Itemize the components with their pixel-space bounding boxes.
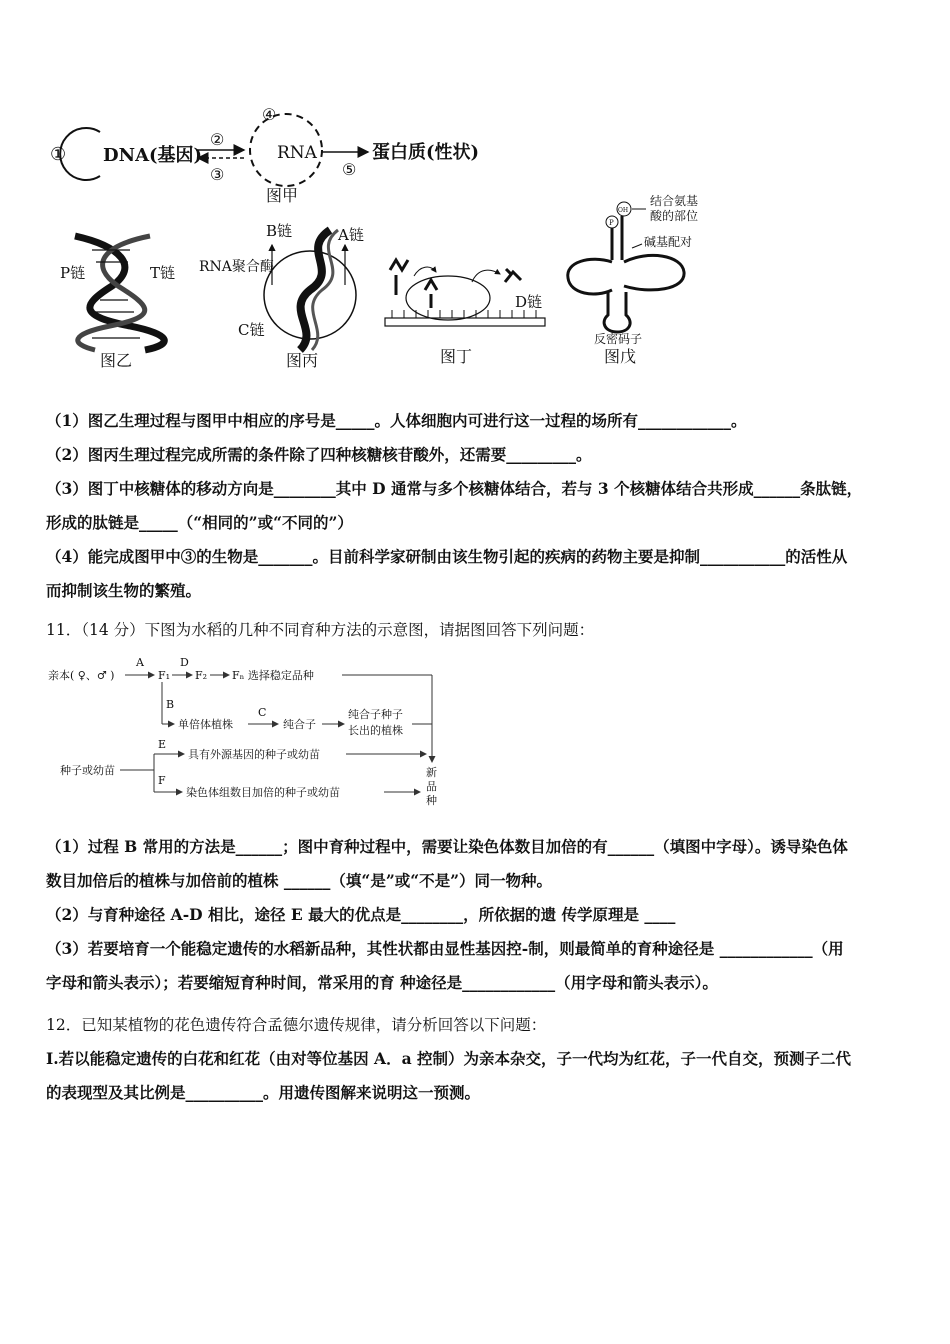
label-circle-5: ⑤ <box>342 160 357 179</box>
q12-title: 12．已知某植物的花色遗传符合孟德尔遗传规律，请分析回答以下问题： <box>46 1016 547 1034</box>
q10-block <box>46 404 908 608</box>
label-f: F <box>158 774 166 787</box>
label-e: E <box>158 738 167 751</box>
label-c: C <box>258 706 267 719</box>
left-loop <box>568 259 612 294</box>
figure-yi <box>60 236 175 370</box>
trna-center <box>425 280 437 308</box>
trna-left <box>390 260 408 295</box>
q10-line-4: 形成的肽链是_____（“相同的”或“不同的”） <box>46 513 353 532</box>
label-circle-2: ② <box>210 130 225 149</box>
q10-line-2: （2）图丙生理过程完成所需的条件除了四种核糖核苷酸外，还需要_________。 <box>46 445 592 464</box>
q10-line-6: 而抑制该生物的繁殖。 <box>46 581 202 600</box>
q12-block <box>46 1008 908 1110</box>
mrna-strand <box>385 318 545 326</box>
q12-line-2: 的表现型及其比例是__________。用遗传图解来说明这一预测。 <box>46 1083 481 1102</box>
caption-wu: 图戊 <box>604 347 637 366</box>
caption-jia: 图甲 <box>266 186 299 205</box>
figure-jia <box>50 105 479 205</box>
q11-title <box>46 613 908 647</box>
q11-line-1: （1）过程 B 常用的方法是______；图中育种过程中，需要让染色体数目加倍的有______（填图中字母）。诱导染色体 <box>46 837 848 856</box>
label-rna: RNA <box>277 143 317 163</box>
q10-line-1: （1）图乙生理过程与图甲中相应的序号是_____。人体细胞内可进行这一过程的场所有____________。 <box>46 411 747 430</box>
label-anticodon: 反密码子 <box>594 332 643 346</box>
label-p-chain: P链 <box>60 264 86 282</box>
label-a-chain: A链 <box>338 226 364 244</box>
figure-group-jia-to-wu <box>0 0 950 390</box>
label-fn: Fₙ 选择稳定品种 <box>232 669 314 682</box>
label-a: A <box>136 656 144 669</box>
trna-leaving-arrow <box>472 270 500 282</box>
label-pure-seed-1: 纯合子种子 <box>348 708 403 721</box>
trna-right <box>505 269 521 282</box>
figure-bing <box>199 222 364 370</box>
caption-ding: 图丁 <box>440 347 473 366</box>
label-new-3: 种 <box>426 794 437 807</box>
q11-title-text: 11．（14 分）下图为水稻的几种不同育种方法的示意图，请据图回答下列问题： <box>46 621 595 639</box>
ribosome <box>406 276 490 320</box>
q11-line-2: 数目加倍后的植株与加倍前的植株 ______（填“是”或“不是”）同一物种。 <box>46 871 553 890</box>
label-b-chain: B链 <box>266 222 293 240</box>
label-dna: DNA(基因) <box>103 145 203 166</box>
label-aa-site-1: 结合氨基 <box>650 194 699 208</box>
label-oh: OH <box>618 207 629 214</box>
label-protein: 蛋白质(性状) <box>372 142 480 163</box>
label-c-chain: C链 <box>238 321 265 339</box>
figure-ding <box>385 260 545 366</box>
breeding-diagram <box>0 650 950 820</box>
label-p: P <box>609 219 614 227</box>
q11-line-3: （2）与育种途径 A-D 相比，途径 E 最大的优点是________，所依据的遗 传学原理是 ____ <box>46 905 676 924</box>
label-aa-site-2: 酸的部位 <box>650 209 699 223</box>
right-loop <box>624 255 684 290</box>
label-pure: 纯合子 <box>283 718 316 731</box>
label-haploid: 单倍体植株 <box>178 718 233 731</box>
label-b: B <box>166 698 175 711</box>
caption-yi: 图乙 <box>100 351 133 370</box>
q10-line-5: （4）能完成图甲中③的生物是_______。目前科学家研制由该生物引起的疾病的药物主要是抑制___________的活性从 <box>46 547 848 566</box>
label-foreign: 具有外源基因的种子或幼苗 <box>188 748 320 761</box>
trna-entering-arrow <box>414 267 436 276</box>
label-circle-4: ④ <box>262 105 277 124</box>
figure-wu <box>568 193 698 366</box>
label-f1: F₁ <box>158 669 171 682</box>
label-rna-polymerase: RNA聚合酶 <box>199 259 274 275</box>
dna-helix-bing <box>300 230 330 350</box>
label-parent: 亲本( ♀、♂ ) <box>48 669 115 682</box>
label-f2: F₂ <box>195 669 208 682</box>
q12-line-1: I.若以能稳定遗传的白花和红花（由对等位基因 A．a 控制）为亲本杂交，子一代均为红花，子一代自交，预测子二代 <box>46 1049 852 1068</box>
label-new-2: 品 <box>426 780 437 793</box>
label-d: D <box>180 656 189 669</box>
label-pure-seed-2: 长出的植株 <box>348 724 403 737</box>
label-circle-1: ① <box>50 144 67 165</box>
label-doubled: 染色体组数目加倍的种子或幼苗 <box>186 786 340 799</box>
label-base-pair: 碱基配对 <box>644 235 693 249</box>
anticodon-loop <box>604 292 630 332</box>
label-seed: 种子或幼苗 <box>60 764 115 777</box>
q10-line-3: （3）图丁中核糖体的移动方向是________其中 D 通常与多个核糖体结合，若与 3 个核糖体结合共形成______条肽链， <box>46 479 863 498</box>
label-new-1: 新 <box>426 766 437 779</box>
label-t-chain: T链 <box>150 264 176 282</box>
caption-bing: 图丙 <box>286 351 319 370</box>
label-circle-3: ③ <box>210 165 225 184</box>
label-d-chain: D链 <box>515 293 543 311</box>
q11-line-4: （3）若要培育一个能稳定遗传的水稻新品种，其性状都由显性基因控-制，则最简单的育种途径是 ____________（用 <box>46 939 844 958</box>
q11-line-5: 字母和箭头表示）；若要缩短育种时间，常采用的育 种途径是____________（用字母和箭头表示）。 <box>46 973 718 992</box>
q11-block <box>46 830 908 1000</box>
